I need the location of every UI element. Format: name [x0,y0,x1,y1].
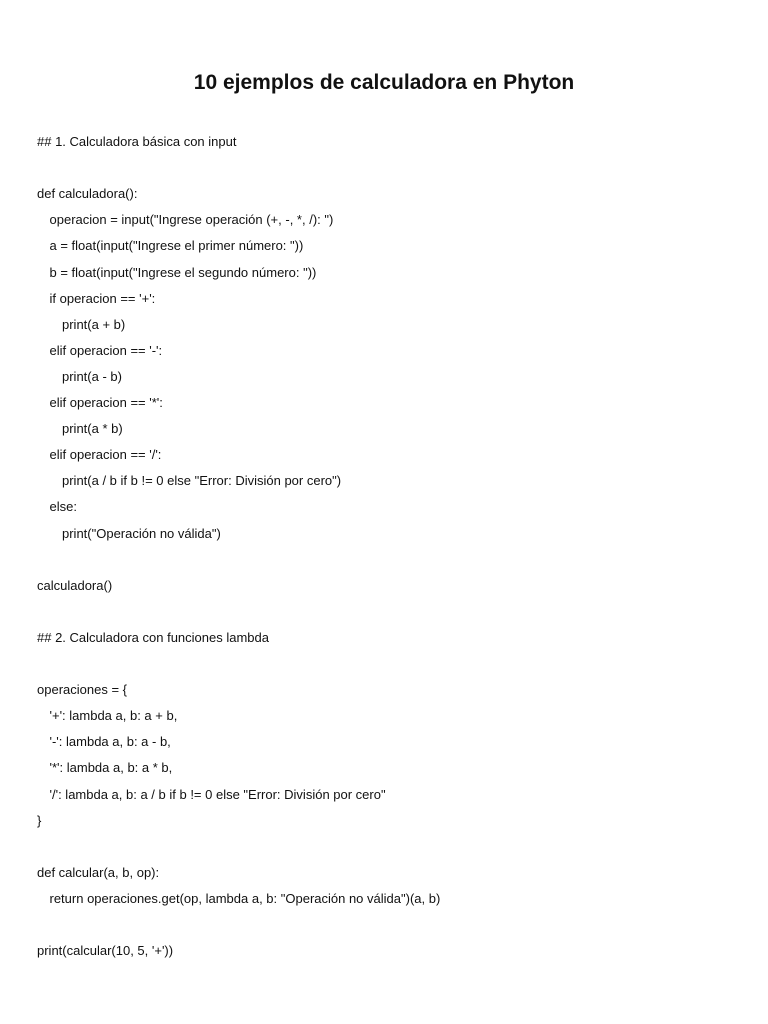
code-line: elif operacion == '-': [49,342,163,358]
code-line: operaciones = { [37,682,127,698]
code-line: print("Operación no válida") [62,525,221,541]
code-line: '*': lambda a, b: a * b, [49,760,173,776]
code-line: a = float(input("Ingrese el primer número: ")) [49,238,304,254]
code-line: '/': lambda a, b: a / b if b != 0 else "Error: División por cero" [49,786,386,802]
code-line: b = float(input("Ingrese el segundo número: ")) [49,264,317,280]
code-line: def calcular(a, b, op): [37,864,160,880]
code-line: return operaciones.get(op, lambda a, b: "Operación no válida")(a, b) [49,890,441,906]
code-line: calculadora() [37,577,113,593]
document-title: 10 ejemplos de calculadora en Phyton [193,71,575,94]
code-line: print(a / b if b != 0 else "Error: División por cero") [62,473,342,489]
code-line: '-': lambda a, b: a - b, [49,734,171,750]
code-line: else: [49,499,77,515]
code-line: operacion = input("Ingrese operación (+, -, *, /): ") [49,212,334,228]
code-line: print(a - b) [62,368,122,384]
code-line: print(a * b) [62,421,123,437]
code-line: def calculadora(): [37,186,138,202]
code-line: elif operacion == '/': [49,447,162,463]
section-heading: ## 2. Calculadora con funciones lambda [37,629,269,645]
code-line: if operacion == '+': [49,290,156,306]
code-line: print(calcular(10, 5, '+')) [37,943,174,959]
code-line: '+': lambda a, b: a + b, [49,708,178,724]
code-line: print(a + b) [62,316,126,332]
section-heading: ## 1. Calculadora básica con input [37,134,237,149]
code-line: } [37,812,42,828]
code-line: elif operacion == '*': [49,395,163,410]
